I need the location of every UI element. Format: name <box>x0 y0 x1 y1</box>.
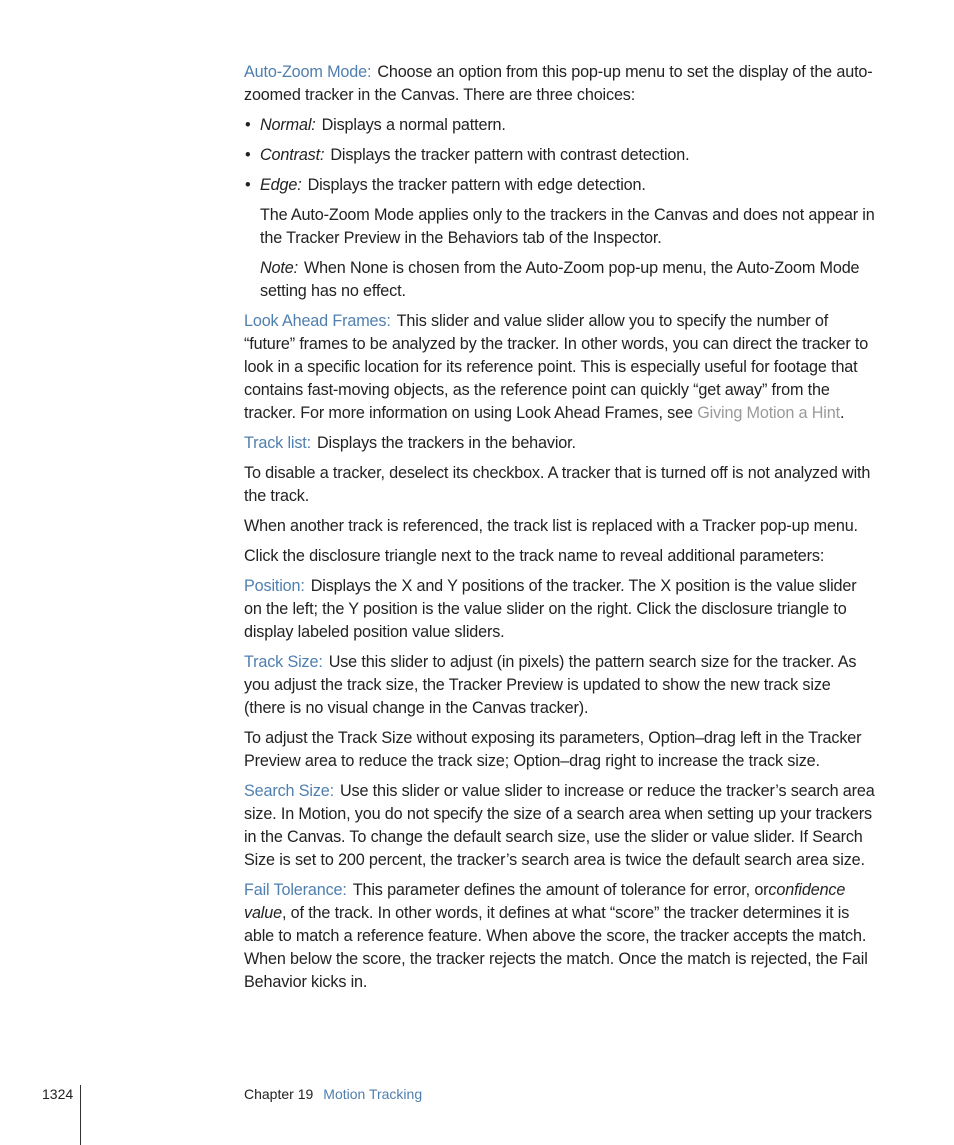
giving-motion-a-hint-link[interactable]: Giving Motion a Hint <box>697 404 840 422</box>
option-name: Contrast: <box>260 146 325 164</box>
position-paragraph <box>244 575 876 644</box>
chapter-footer <box>244 1086 422 1102</box>
track-size-paragraph <box>244 651 876 720</box>
track-list-term: Track list: <box>244 434 311 452</box>
search-size-paragraph <box>244 780 876 872</box>
track-size-description: Use this slider to adjust (in pixels) the pattern search size for the tracker. As you adjust the track size, the Tracker Preview is updated to show the new track size (there is no visual change in the Canvas tracker). <box>244 653 857 717</box>
search-size-description: Use this slider or value slider to increase or reduce the tracker’s search area size. In Motion, you do not specify the size of a search area when setting up your trackers in the Canvas. To change the default search size, use the slider or value slider. If Search Size is set to 200 percent, the tracker’s search area is twice the default search area size. <box>244 782 875 869</box>
footer-divider <box>80 1085 81 1145</box>
track-list-paragraph <box>244 432 876 455</box>
page-number: 1324 <box>42 1086 74 1102</box>
chapter-label: Chapter 19 <box>244 1086 314 1102</box>
document-body <box>244 61 876 1001</box>
disclosure-triangle-paragraph: Click the disclosure triangle next to the track name to reveal additional parameters: <box>244 547 825 565</box>
note-paragraph <box>244 257 876 303</box>
note-label: Note: <box>260 259 298 277</box>
sentence-end: . <box>839 404 845 422</box>
fail-tolerance-term: Fail Tolerance: <box>244 881 347 899</box>
option-name: Normal: <box>260 116 316 134</box>
option-description: Displays the tracker pattern with edge detection. <box>307 176 646 194</box>
auto-zoom-mode-paragraph <box>244 61 876 107</box>
position-term: Position: <box>244 577 305 595</box>
fail-tolerance-paragraph <box>244 879 876 994</box>
option-description: Displays a normal pattern. <box>321 116 506 134</box>
list-item <box>244 144 876 167</box>
auto-zoom-mode-term: Auto-Zoom Mode: <box>244 63 372 81</box>
look-ahead-frames-term: Look Ahead Frames: <box>244 312 391 330</box>
adjust-track-size-paragraph: To adjust the Track Size without exposing its parameters, Option–drag left in the Tracker Preview area to reduce the track size; Option–drag right to increase the track size. <box>244 729 862 770</box>
look-ahead-frames-paragraph <box>244 310 876 425</box>
disable-tracker-paragraph: To disable a tracker, deselect its checkbox. A tracker that is turned off is not analyzed with the track. <box>244 464 871 505</box>
auto-zoom-mode-description: Choose an option from this pop-up menu to set the display of the auto-zoomed tracker in the Canvas. There are three choices: <box>244 63 873 104</box>
track-referenced-paragraph: When another track is referenced, the track list is replaced with a Tracker pop-up menu. <box>244 517 858 535</box>
track-size-term: Track Size: <box>244 653 323 671</box>
search-size-term: Search Size: <box>244 782 334 800</box>
position-description: Displays the X and Y positions of the tracker. The X position is the value slider on the left; the Y position is the value slider on the right. Click the disclosure triangle to display labeled position value sliders. <box>244 577 857 641</box>
auto-zoom-options-list <box>244 114 876 197</box>
fail-tolerance-description-b: , of the track. In other words, it defines at what “score” the tracker determines it is able to match a reference feature. When above the score, the tracker accepts the match. When below the score, the tracker rejects the match. Once the match is rejected, the Fail Behavior kicks in. <box>244 904 868 991</box>
look-ahead-frames-description: This slider and value slider allow you to specify the number of “future” frames to be analyzed by the tracker. In other words, you can direct the tracker to look in a specific location for its reference point. This is especially useful for footage that contains fast-moving objects, as the reference point can quickly “get away” from the tracker. For more information on using Look Ahead Frames, see <box>244 312 869 422</box>
auto-zoom-applies-paragraph: The Auto-Zoom Mode applies only to the trackers in the Canvas and does not appear in the Tracker Preview in the Behaviors tab of the Inspector. <box>260 206 875 247</box>
note-text: When None is chosen from the Auto-Zoom pop-up menu, the Auto-Zoom Mode setting has no effect. <box>260 259 860 300</box>
list-item <box>244 114 876 137</box>
track-list-description: Displays the trackers in the behavior. <box>317 434 576 452</box>
chapter-title-link[interactable]: Motion Tracking <box>323 1086 423 1102</box>
fail-tolerance-description-a: This parameter defines the amount of tolerance for error, or <box>352 881 769 899</box>
option-name: Edge: <box>260 176 302 194</box>
option-description: Displays the tracker pattern with contrast detection. <box>330 146 690 164</box>
list-item <box>244 174 876 197</box>
confidence-value-term: confidence value <box>244 881 846 922</box>
